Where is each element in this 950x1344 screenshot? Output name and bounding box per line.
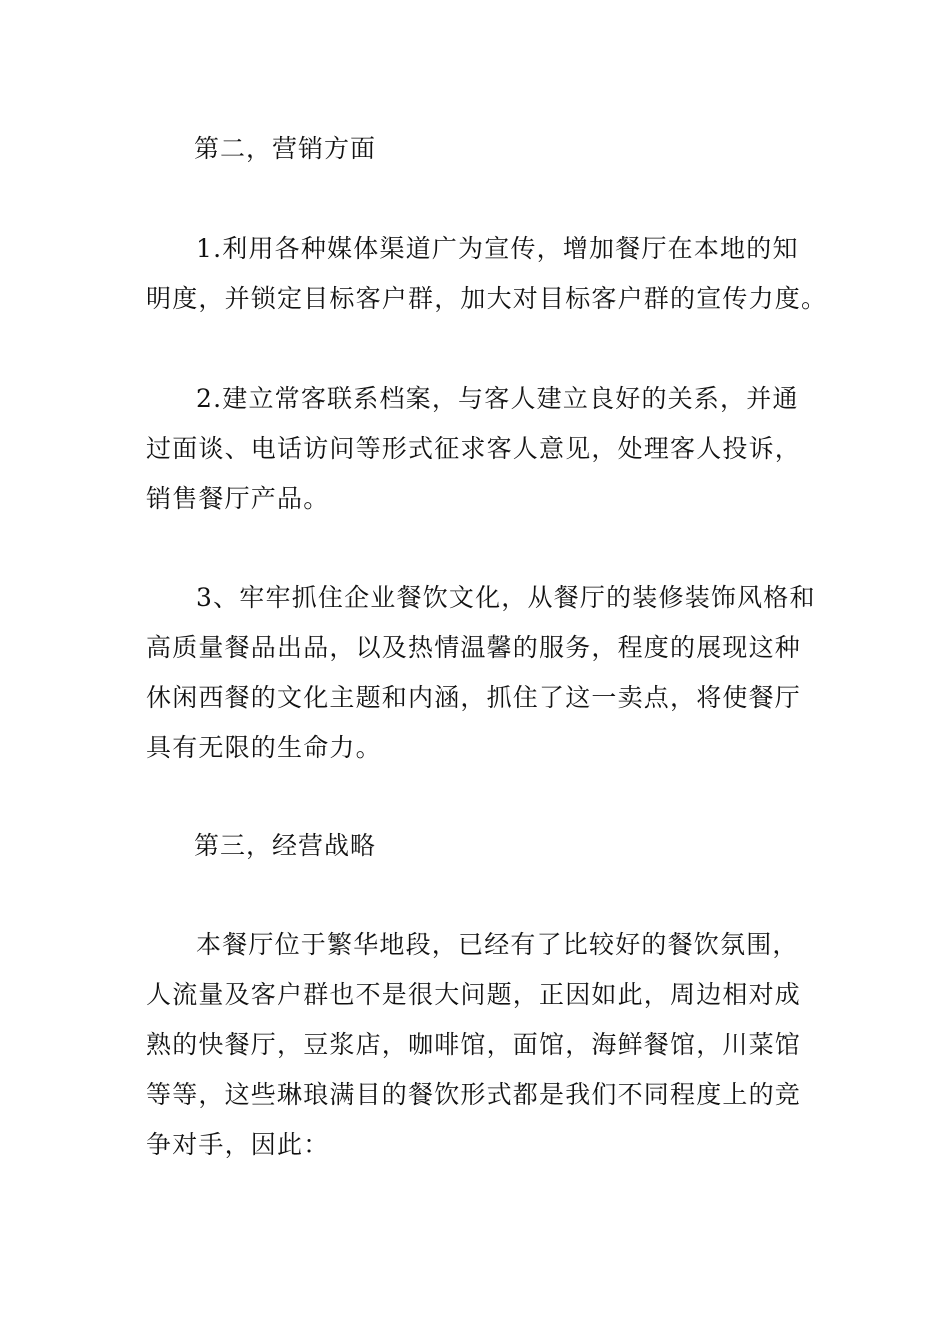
paragraph-line: 争对手，因此： bbox=[146, 1130, 330, 1159]
paragraph-line: 1.利用各种媒体渠道广为宣传，增加餐厅在本地的知 bbox=[196, 234, 799, 263]
paragraph-line: 高质量餐品出品，以及热情温馨的服务，程度的展现这种 bbox=[146, 633, 802, 662]
paragraph-line: 人流量及客户群也不是很大问题，正因如此，周边相对成 bbox=[146, 980, 802, 1009]
paragraph-line: 明度，并锁定目标客户群，加大对目标客户群的宣传力度。 bbox=[146, 284, 828, 313]
paragraph-marketing-1 bbox=[146, 224, 828, 324]
paragraph-line: 熟的快餐厅，豆浆店，咖啡馆，面馆，海鲜餐馆，川菜馆 bbox=[146, 1030, 802, 1059]
paragraph-line: 3、牢牢抓住企业餐饮文化，从餐厅的装修装饰风格和 bbox=[196, 583, 816, 612]
paragraph-line: 具有无限的生命力。 bbox=[146, 733, 382, 762]
paragraph-line: 销售餐厅产品。 bbox=[146, 484, 330, 513]
section-heading-marketing: 第二，营销方面 bbox=[194, 134, 377, 163]
paragraph-line: 休闲西餐的文化主题和内涵，抓住了这一卖点，将使餐厅 bbox=[146, 683, 802, 712]
paragraph-strategy-1 bbox=[146, 920, 810, 1170]
paragraph-marketing-3 bbox=[146, 573, 816, 773]
paragraph-line: 本餐厅位于繁华地段，已经有了比较好的餐饮氛围， bbox=[196, 930, 799, 959]
paragraph-line: 2.建立常客联系档案，与客人建立良好的关系，并通 bbox=[196, 384, 799, 413]
section-heading-strategy: 第三，经营战略 bbox=[194, 831, 377, 860]
paragraph-marketing-2 bbox=[146, 374, 810, 524]
paragraph-line: 等等，这些琳琅满目的餐饮形式都是我们不同程度上的竞 bbox=[146, 1080, 802, 1109]
paragraph-line: 过面谈、电话访问等形式征求客人意见，处理客人投诉， bbox=[146, 434, 802, 463]
